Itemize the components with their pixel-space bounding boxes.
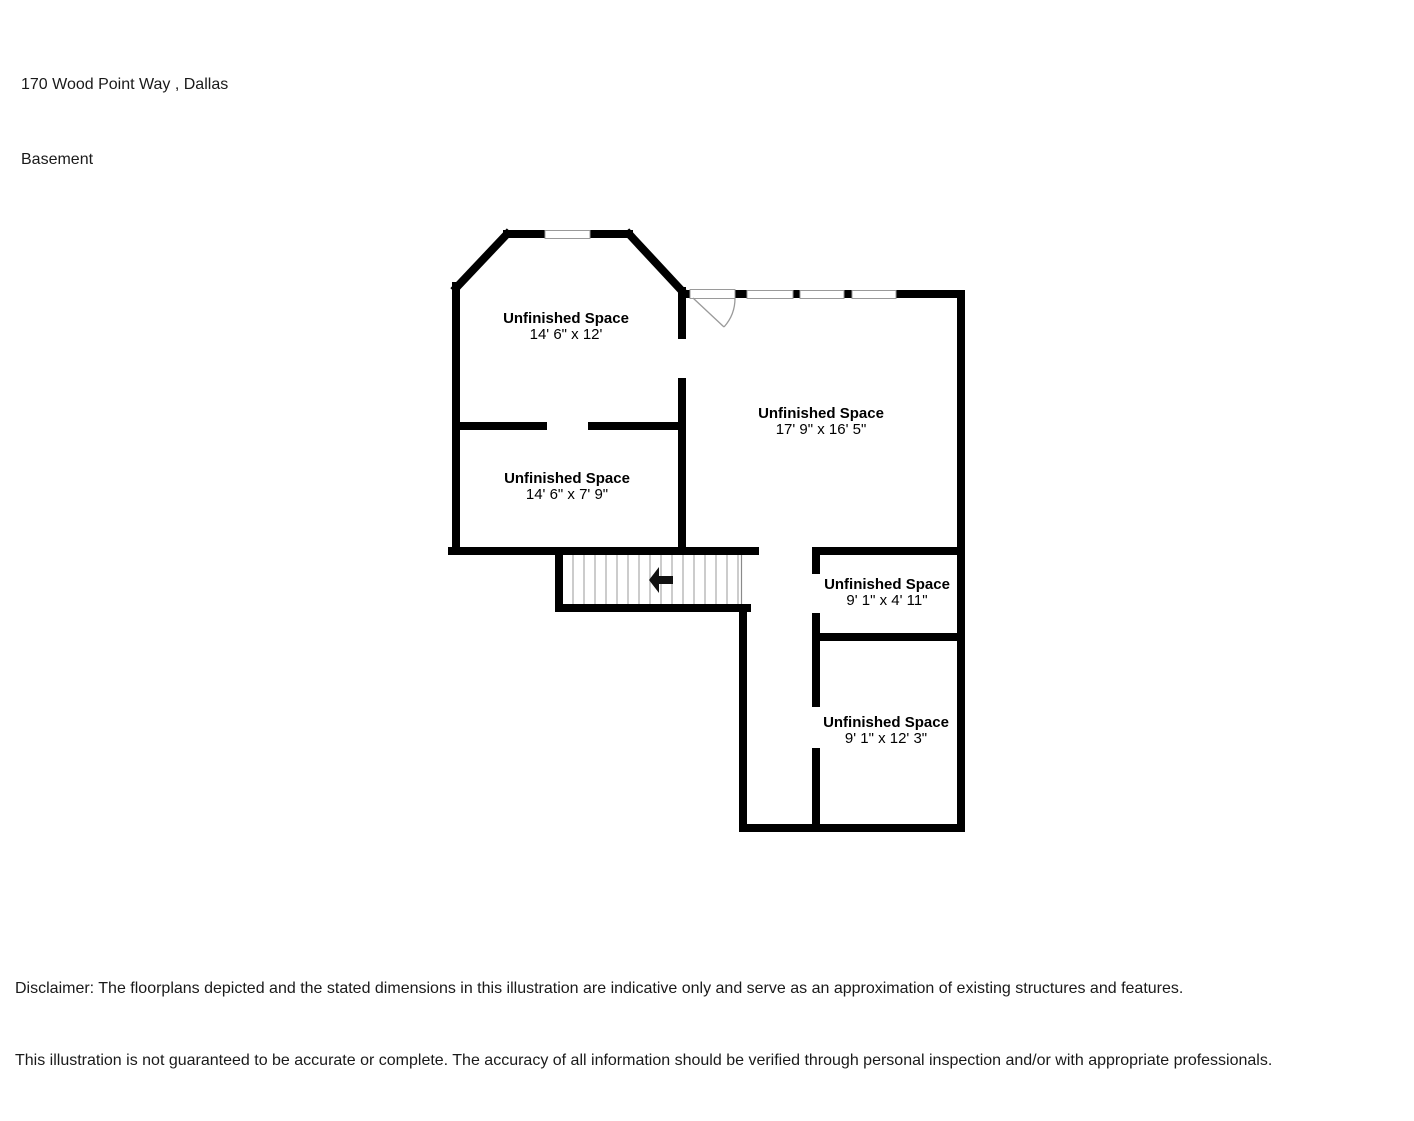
address-line: 170 Wood Point Way , Dallas [21,76,229,93]
room-dimensions: 14' 6" x 12' [529,326,603,343]
wall-openings [545,231,896,299]
room-label-bottom-right-room [766,715,1006,747]
room-name: Unfinished Space [503,310,629,327]
room-name: Unfinished Space [504,470,630,487]
room-name: Unfinished Space [824,576,950,593]
exterior-wall-right-chamfer [629,234,682,291]
disclaimer-line-2: This illustration is not guaranteed to be accurate or complete. The accuracy of all information should be verified through personal inspection and/or with appropriate professionals. [15,1052,1273,1069]
door-opening [690,290,735,299]
room-name: Unfinished Space [758,405,884,422]
door-swing [693,298,735,327]
window [545,231,590,239]
room-label-big-room [701,406,941,438]
room-label-lower-left-room [447,471,687,503]
stairs [573,555,742,604]
disclaimer [15,929,1272,1121]
room-name: Unfinished Space [823,714,949,731]
door-swing-arc [724,298,735,327]
door-leaf-line [693,298,724,327]
room-dimensions: 9' 1" x 4' 11" [846,592,928,609]
window [852,291,896,299]
window [747,291,793,299]
room-label-chamfered-room [446,311,686,343]
room-dimensions: 9' 1" x 12' 3" [844,730,928,747]
room-dimensions: 17' 9" x 16' 5" [775,421,867,438]
disclaimer-line-1: Disclaimer: The floorplans depicted and the stated dimensions in this illustration are indicative only and serve as an approximation of existing structures and features. [15,980,1184,997]
room-label-small-right-room [767,577,1007,609]
window [800,291,844,299]
exterior-wall-left-chamfer [456,234,507,288]
room-dimensions: 14' 6" x 7' 9" [525,486,609,503]
floor-name: Basement [21,151,94,168]
